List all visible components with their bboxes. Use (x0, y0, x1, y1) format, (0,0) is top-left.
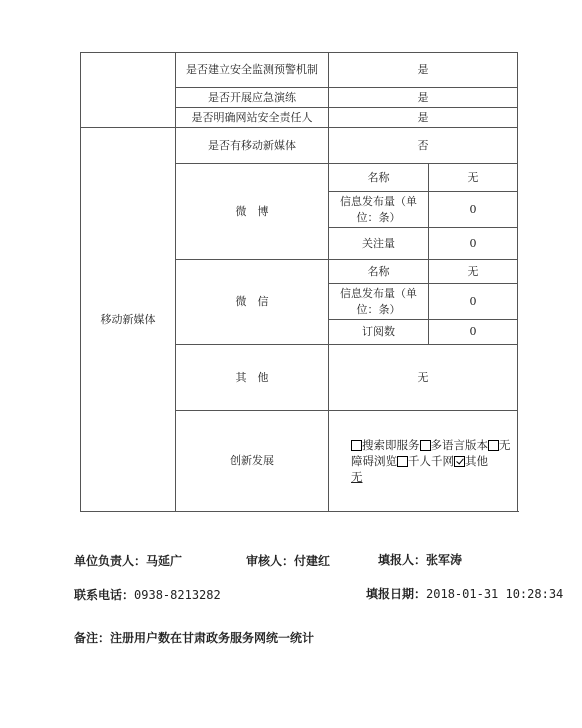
weibo-posts-label: 信息发布量（单位：条） (329, 192, 429, 228)
innovation-options (329, 411, 518, 512)
innovation-other-text[interactable]: 无 (351, 470, 363, 484)
security-monitoring-value: 是 (329, 53, 518, 88)
weibo-followers-value: 0 (429, 228, 518, 260)
wechat-subscribers-label: 订阅数 (329, 320, 429, 345)
phone-label: 联系电话： (74, 588, 135, 602)
date-label: 填报日期： (366, 587, 427, 601)
checkbox-icon[interactable] (488, 440, 499, 451)
fill-date (366, 585, 563, 602)
wechat-name-label: 名称 (329, 260, 429, 284)
filler (378, 551, 462, 568)
responsible-person-value: 是 (329, 108, 518, 128)
innovation-option-label: 搜索即服务 (362, 438, 420, 452)
reviewer-label: 审核人： (246, 554, 295, 568)
innovation-option-label: 无障碍浏览 (351, 438, 511, 468)
checked-checkbox-icon[interactable] (454, 456, 465, 467)
unit-head-value: 马延广 (146, 554, 183, 568)
checkbox-icon[interactable] (420, 440, 431, 451)
wechat-subscribers-value: 0 (429, 320, 518, 345)
innovation-checklist (351, 437, 511, 469)
blank-cell (81, 53, 176, 128)
weibo-name-value: 无 (429, 164, 518, 192)
weibo-name-label: 名称 (329, 164, 429, 192)
report-table (80, 52, 518, 512)
weibo-label: 微 博 (176, 164, 329, 260)
wechat-label: 微 信 (176, 260, 329, 345)
innovation-label: 创新发展 (176, 411, 329, 512)
wechat-posts-label: 信息发布量（单位：条） (329, 284, 429, 320)
date-value: 2018-01-31 10:28:34 (426, 587, 564, 601)
footnote: 备注：注册用户数在甘肃政务服务网统一统计 (74, 631, 315, 645)
wechat-name-value: 无 (429, 260, 518, 284)
reviewer (246, 552, 330, 569)
other-value: 无 (329, 345, 518, 411)
filler-label: 填报人： (378, 553, 427, 567)
wechat-posts-value: 0 (429, 284, 518, 320)
phone-value: 0938-8213282 (134, 588, 221, 602)
mobile-media-section: 移动新媒体 (81, 128, 176, 512)
weibo-followers-label: 关注量 (329, 228, 429, 260)
filler-value: 张军涛 (426, 553, 463, 567)
reviewer-value: 付建红 (294, 554, 331, 568)
innovation-option-label: 千人千网 (408, 454, 454, 468)
responsible-person-label: 是否明确网站安全责任人 (176, 108, 329, 128)
security-monitoring-label: 是否建立安全监测预警机制 (176, 53, 329, 88)
has-mobile-media-label: 是否有移动新媒体 (176, 128, 329, 164)
unit-head-label: 单位负责人： (74, 554, 147, 568)
emergency-drill-label: 是否开展应急演练 (176, 88, 329, 108)
has-mobile-media-value: 否 (329, 128, 518, 164)
unit-head (74, 552, 182, 569)
innovation-option-label: 多语言版本 (430, 438, 488, 452)
other-label: 其 他 (176, 345, 329, 411)
innovation-option-label: 其他 (465, 454, 488, 468)
checkbox-icon[interactable] (397, 456, 408, 467)
phone (74, 586, 221, 603)
emergency-drill-value: 是 (329, 88, 518, 108)
checkbox-icon[interactable] (351, 440, 362, 451)
weibo-posts-value: 0 (429, 192, 518, 228)
